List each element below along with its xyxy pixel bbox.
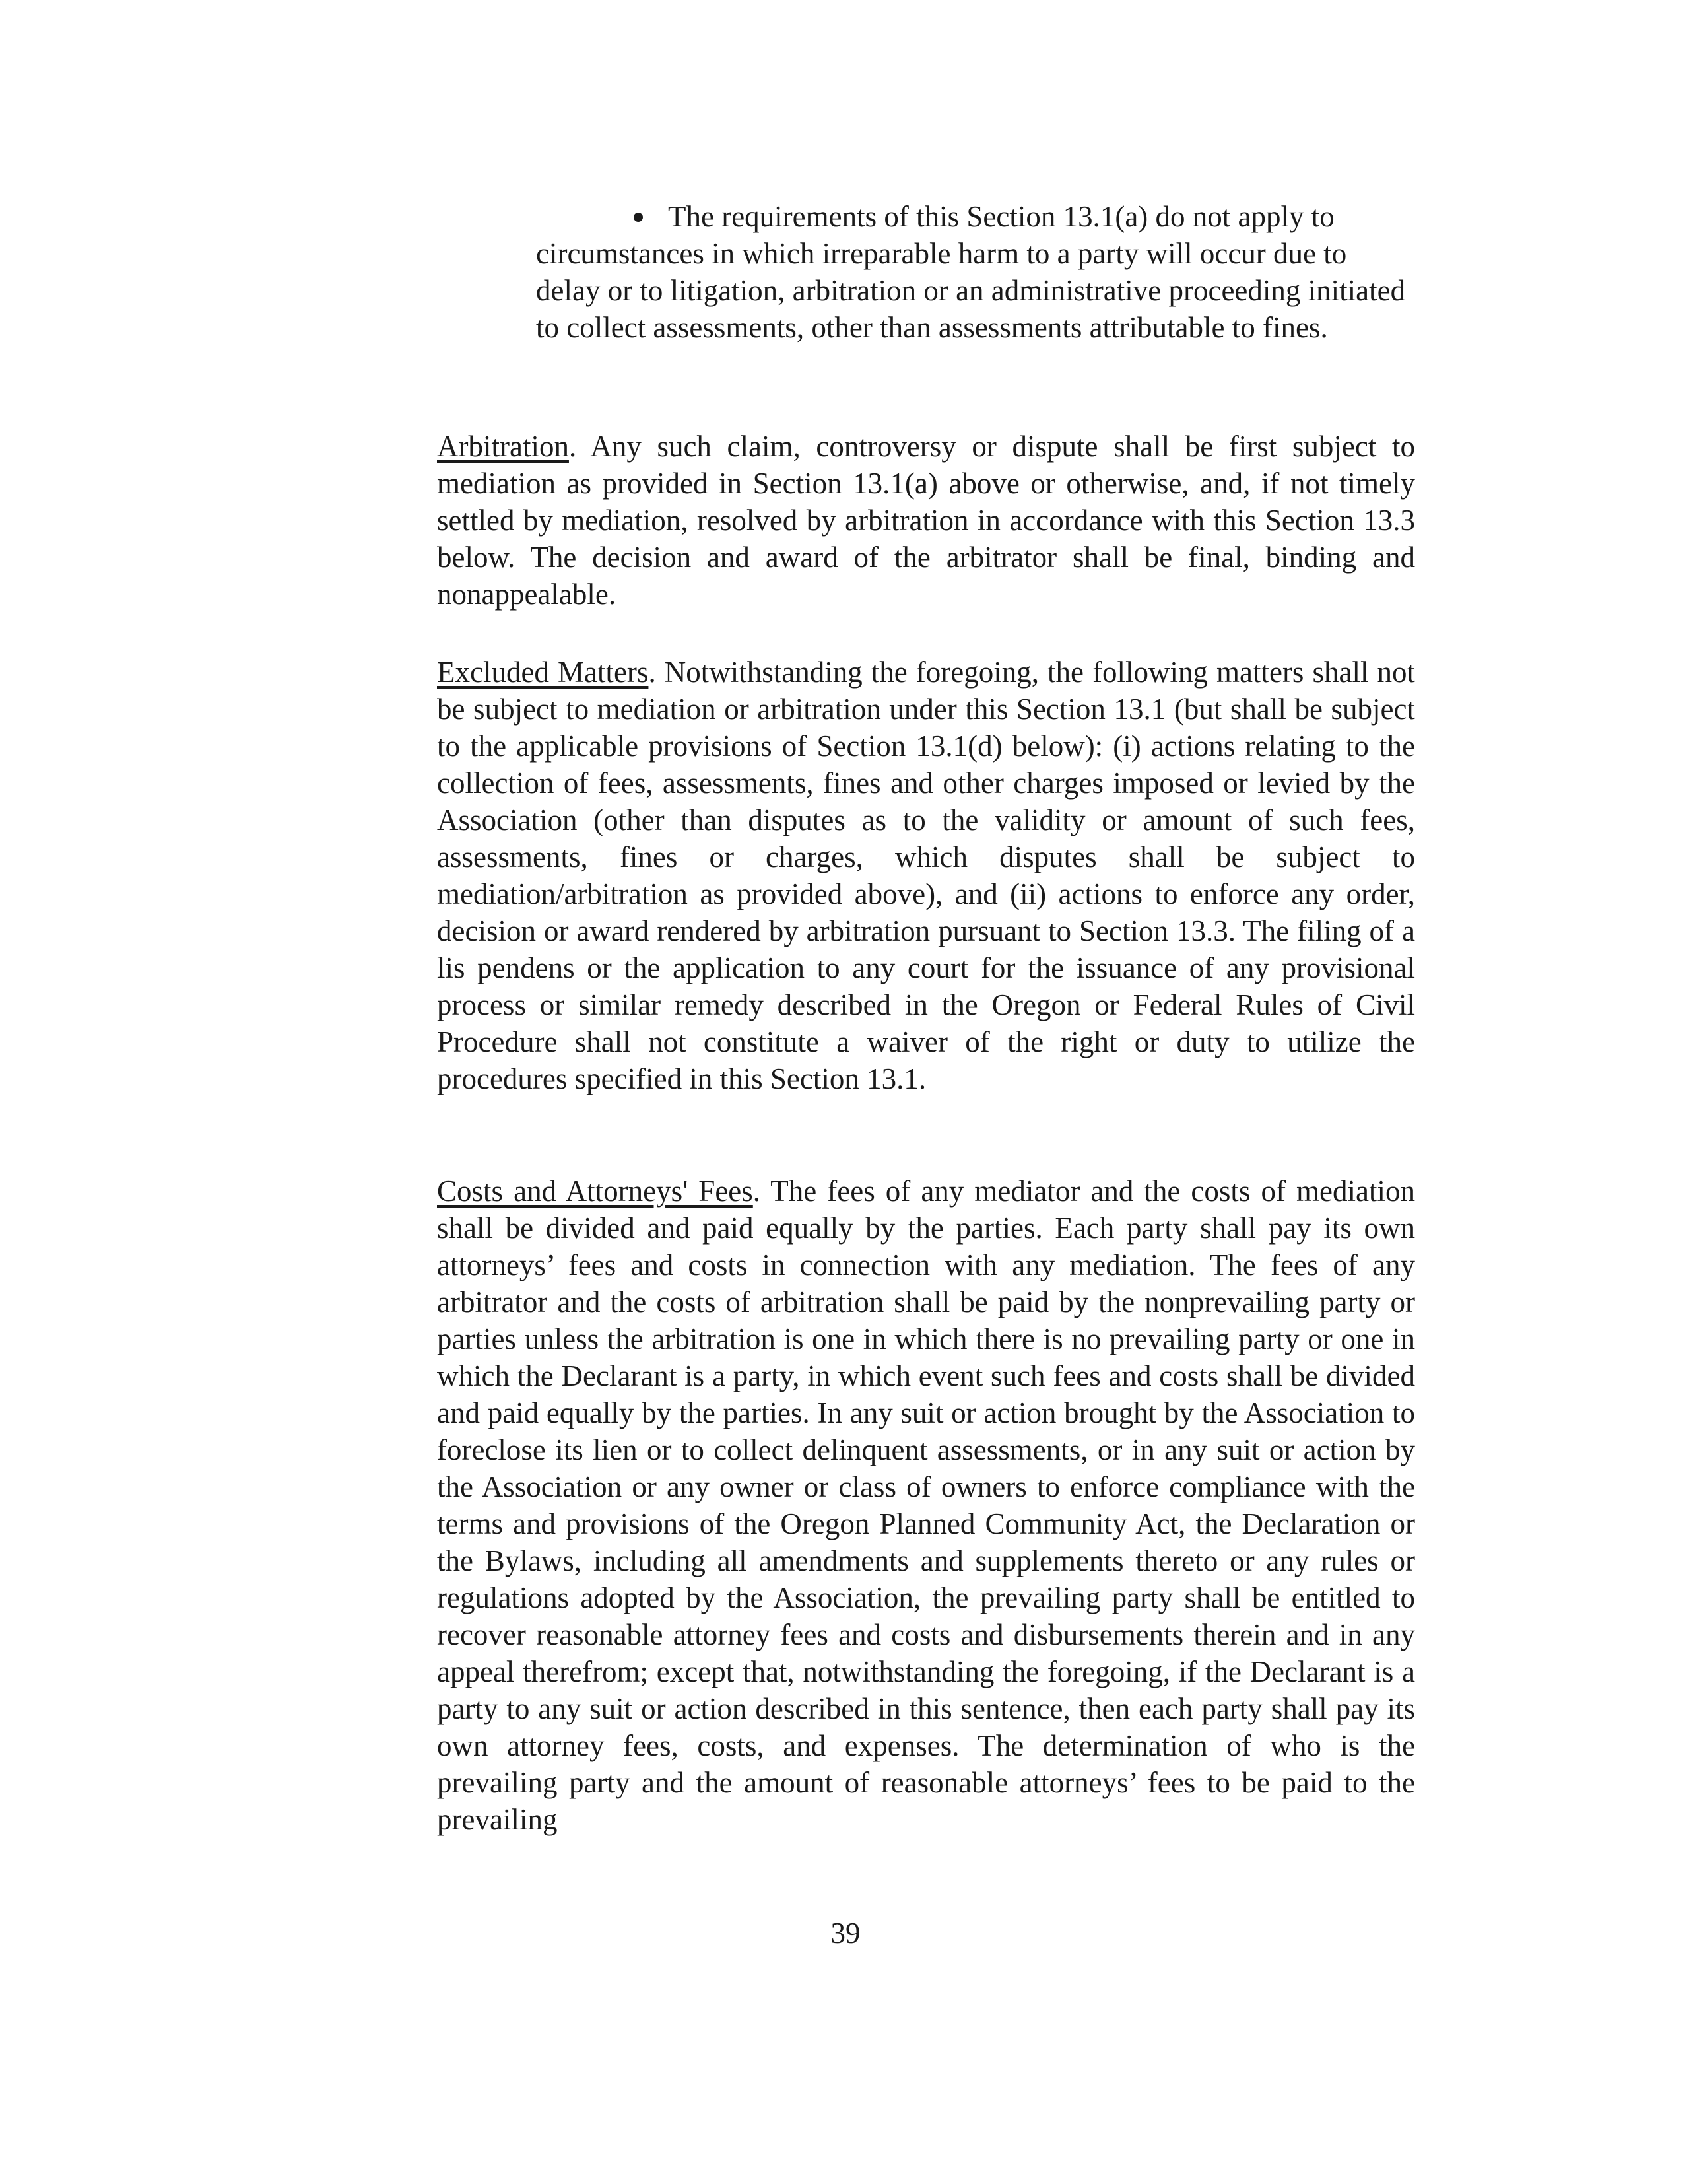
arbitration-body: . Any such claim, controversy or dispute shall be first subject to mediation as provided in Section 13.1(a) above or otherwise, and, if not timely settled by mediation, resolved by arbitration in accordance with this Section 13.3 below. The decision and award of the arbitrator shall be final, binding and nonappealable. <box>437 430 1415 611</box>
excluded-matters-paragraph <box>437 654 1415 1097</box>
bullet-item-text: The requirements of this Section 13.1(a) do not apply to circumstances in which irreparable harm to a party will occur due to delay or to litigation, arbitration or an administrative proceeding initiated to collect assessments, other than assessments attributable to fines. <box>536 200 1406 344</box>
arbitration-heading: Arbitration <box>437 430 569 463</box>
arbitration-paragraph <box>437 428 1415 613</box>
costs-fees-heading: Costs and Attorneys' Fees <box>437 1175 753 1208</box>
excluded-matters-body: . Notwithstanding the foregoing, the following matters shall not be subject to mediation or arbitration under this Section 13.1 (but shall be subject to the applicable provisions of Section 13.1(d) below): (i) actions relating to the collection of fees, assessments, fines and other charges imposed or levied by the Association (other than disputes as to the validity or amount of such fees, assessments, fines or charges, which disputes shall be subject to mediation/arbitration as provided above), and (ii) actions to enforce any order, decision or award rendered by arbitration pursuant to Section 13.3. The filing of a lis pendens or the application to any court for the issuance of any provisional process or similar remedy described in the Oregon or Federal Rules of Civil Procedure shall not constitute a waiver of the right or duty to utilize the procedures specified in this Section 13.1. <box>437 656 1415 1095</box>
excluded-matters-heading: Excluded Matters <box>437 656 649 689</box>
costs-fees-body: . The fees of any mediator and the costs of mediation shall be divided and paid equally by the parties. Each party shall pay its own attorneys’ fees and costs in connection with any mediation. The fees of any arbitrator and the costs of arbitration shall be paid by the nonprevailing party or parties unless the arbitration is one in which there is no prevailing party or one in which the Declarant is a party, in which event such fees and costs shall be divided and paid equally by the parties. In any suit or action brought by the Association to foreclose its lien or to collect delinquent assessments, or in any suit or action by the Association or any owner or class of owners to enforce compliance with the terms and provisions of the Oregon Planned Community Act, the Declaration or the Bylaws, including all amendments and supplements thereto or any rules or regulations adopted by the Association, the prevailing party shall be entitled to recover reasonable attorney fees and costs and disbursements therein and in any appeal therefrom; except that, notwithstanding the foregoing, if the Declarant is a party to any suit or action described in this sentence, then each party shall pay its own attorney fees, costs, and expenses. The determination of who is the prevailing party and the amount of reasonable attorneys’ fees to be paid to the prevailing <box>437 1175 1415 1836</box>
page-number: 39 <box>830 1917 861 1950</box>
bullet-item-paragraph <box>536 198 1415 346</box>
costs-fees-paragraph <box>437 1173 1415 1838</box>
